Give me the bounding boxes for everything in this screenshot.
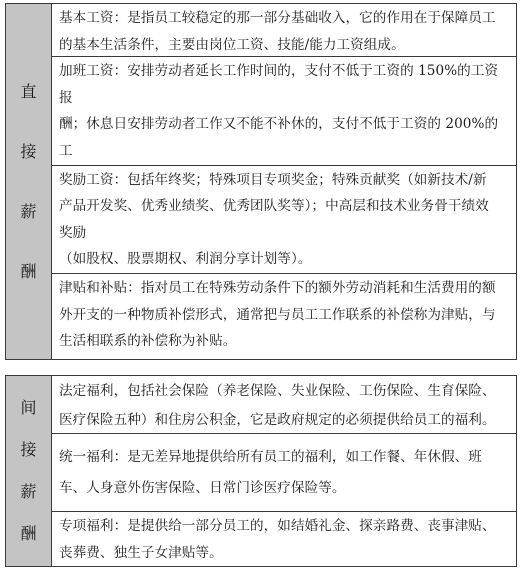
row-line: 医疗保险五种）和住房公积金，它是政府规定的必须提供给员工的福利。 (59, 411, 496, 428)
special-benefits-row (52, 512, 516, 566)
basic-salary-row (52, 4, 516, 57)
side-char: 接 (20, 440, 37, 459)
overtime-pay-row (52, 57, 516, 166)
direct-compensation-rows (52, 4, 516, 359)
row-line: 专项福利：是提供给一部分员工的，如结婚礼金、探亲路费、丧事津贴、 (59, 518, 496, 535)
side-char: 接 (20, 141, 37, 161)
row-line: 酬；休息日安排劳动者工作又不能不补休的，支付不低于工资的 200%的工 (59, 116, 499, 159)
row-line: 外开支的一种物质补偿形式，通常把与员工工作联系的补偿称为津贴，与 (59, 306, 496, 323)
row-line: 产品开发奖、优秀业绩奖、优秀团队奖等）；中高层和技术业务骨干绩效 (59, 198, 489, 215)
indirect-compensation-rows (52, 376, 516, 566)
direct-compensation-label (6, 4, 52, 359)
row-line: 丧葬费、独生子女津贴等。 (59, 545, 223, 562)
row-line: 统一福利：是无差异地提供给所有员工的福利，如工作餐、年休假、班 (59, 449, 482, 466)
row-line: 法定福利，包括社会保险（养老保险、失业保险、工伤保险、生育保险、 (59, 383, 496, 399)
side-char: 直 (20, 81, 37, 101)
row-line: （如股权、股票期权、利润分享计划等）。 (59, 251, 312, 268)
row-line: 奖励 (59, 224, 87, 241)
row-line: 的基本生活条件，主要由岗位工资、技能/能力工资组成。 (59, 37, 405, 53)
uniform-benefits-row (52, 434, 516, 512)
direct-compensation-table (5, 3, 517, 360)
side-char: 间 (20, 398, 37, 417)
side-char: 酬 (20, 261, 37, 281)
row-line: 车、人身意外伤害保险、日常门诊医疗保险等。 (59, 480, 346, 497)
indirect-compensation-label (6, 376, 52, 566)
bonus-pay-row (52, 166, 516, 274)
statutory-benefits-row (52, 376, 516, 434)
side-char: 酬 (20, 524, 37, 543)
side-char: 薪 (20, 482, 37, 501)
indirect-compensation-table (5, 375, 517, 567)
row-line: 加班工资：安排劳动者延长工作时间的，支付不低于工资的 150%的工资报 (59, 63, 499, 106)
row-line: 生活相联系的补偿称为补贴。 (59, 333, 237, 350)
row-line: 奖励工资：包括年终奖；特殊项目专项奖金；特殊贡献奖（如新技术/新 (59, 172, 487, 188)
side-char: 薪 (20, 201, 37, 221)
allowance-subsidy-row (52, 274, 516, 359)
row-line: 津贴和补贴：指对员工在特殊劳动条件下的额外劳动消耗和生活费用的额 (59, 280, 496, 296)
row-line: 基本工资：是指员工较稳定的那一部分基础收入，它的作用在于保障员工 (59, 10, 496, 26)
